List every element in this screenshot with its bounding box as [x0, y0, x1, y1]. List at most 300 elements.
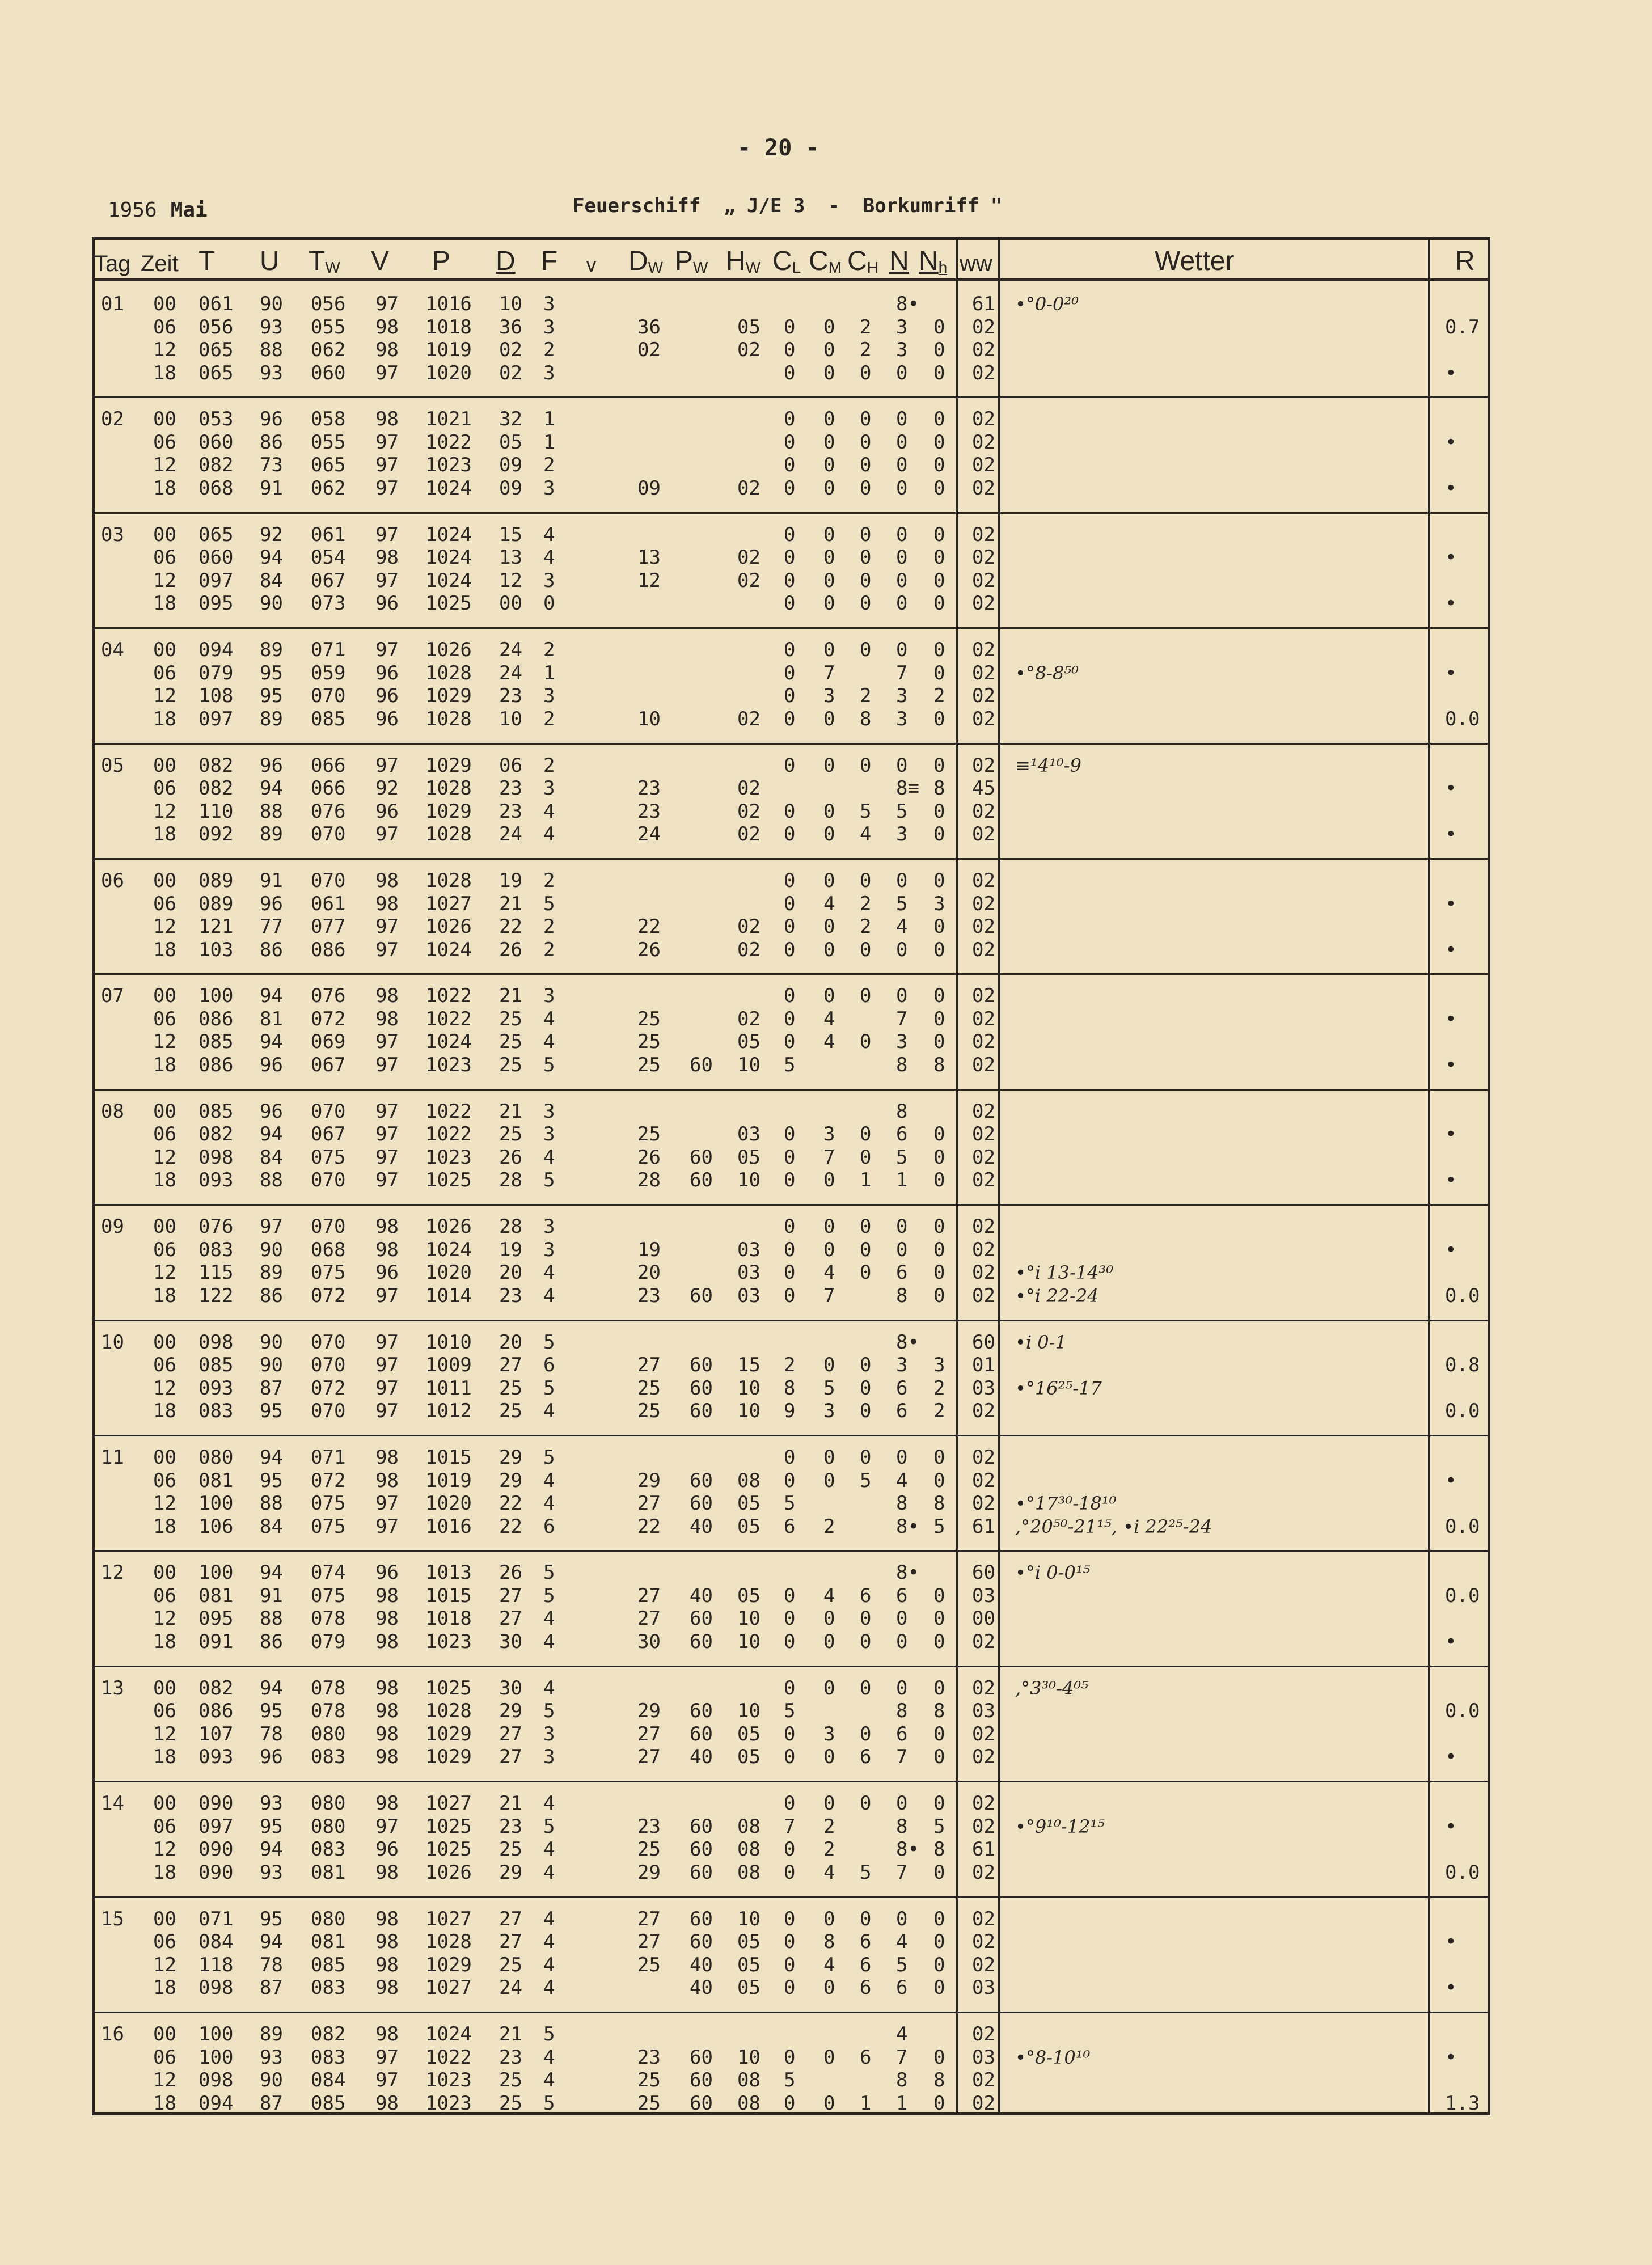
visibility-cell: 98	[375, 315, 399, 339]
temp-cell: 065	[198, 339, 234, 361]
cloud-cover-cell: 8	[896, 1815, 908, 1838]
table-row	[92, 754, 1490, 777]
cloud-low-cell: 8	[784, 1376, 796, 1400]
humidity-cell: 86	[260, 430, 283, 454]
temp-cell: 085	[198, 1030, 234, 1054]
temp-cell: 060	[198, 430, 234, 454]
day-separator	[92, 512, 1490, 514]
cloud-cover-cell: 6	[896, 1376, 908, 1400]
table-row	[92, 1400, 1490, 1422]
pressure-cell: 1015	[425, 1446, 472, 1469]
humidity-cell: 93	[260, 1792, 283, 1815]
low-cloud-cover-cell: 0	[933, 1215, 945, 1239]
temp-cell: 091	[198, 1630, 234, 1653]
wind-force-cell: 3	[543, 1123, 555, 1146]
wave-height-cell: 10	[737, 1376, 760, 1400]
wave-direction-cell: 20	[637, 1261, 661, 1284]
pressure-cell: 1029	[425, 684, 472, 708]
precipitation-cell: 0.0	[1445, 1700, 1480, 1723]
weather-code-cell: 02	[972, 892, 995, 915]
cloud-cover-cell: 0	[896, 984, 908, 1008]
water-temp-cell: 082	[311, 2023, 346, 2046]
cloud-cover-cell: 3	[896, 823, 908, 846]
cloud-high-cell: 0	[860, 523, 872, 546]
wind-force-cell: 2	[543, 754, 555, 777]
cloud-low-cell: 0	[784, 1861, 796, 1884]
water-temp-cell: 085	[311, 1953, 346, 1976]
weather-code-cell: 02	[972, 639, 995, 662]
visibility-cell: 98	[375, 1607, 399, 1630]
cloud-cover-cell: 8	[896, 1100, 908, 1123]
cloud-mid-cell: 3	[823, 1722, 835, 1746]
low-cloud-cover-cell: 8	[933, 1053, 945, 1076]
pressure-cell: 1023	[425, 454, 472, 477]
temp-cell: 082	[198, 777, 234, 800]
wind-force-cell: 4	[543, 1261, 555, 1284]
temp-cell: 100	[198, 2046, 234, 2069]
weather-note-cell: •°i 22-24	[1015, 1284, 1099, 1307]
temp-cell: 094	[198, 639, 234, 662]
temp-cell: 100	[198, 2023, 234, 2046]
cloud-high-cell: 0	[860, 1376, 872, 1400]
cloud-high-cell: 0	[860, 984, 872, 1008]
cloud-mid-cell: 0	[823, 1907, 835, 1930]
wave-height-cell: 08	[737, 1815, 760, 1838]
wave-period-cell: 60	[690, 1354, 713, 1377]
cloud-mid-cell: 0	[823, 523, 835, 546]
cloud-cover-cell: 6	[896, 1976, 908, 2000]
zeit-cell: 18	[153, 1169, 176, 1192]
wave-height-cell: 08	[737, 1861, 760, 1884]
wind-force-cell: 4	[543, 1838, 555, 1861]
cloud-mid-cell: 0	[823, 454, 835, 477]
cloud-low-cell: 0	[784, 639, 796, 662]
wind-force-cell: 4	[543, 1930, 555, 1954]
visibility-cell: 96	[375, 1561, 399, 1584]
temp-cell: 100	[198, 984, 234, 1008]
water-temp-cell: 070	[311, 1400, 346, 1423]
table-row	[92, 708, 1490, 730]
visibility-cell: 97	[375, 754, 399, 777]
cloud-mid-cell: 0	[823, 1676, 835, 1700]
table-row	[92, 1976, 1490, 1999]
cloud-cover-cell: 7	[896, 661, 908, 684]
cloud-cover-cell: 0	[896, 546, 908, 569]
table-row	[92, 800, 1490, 823]
weather-code-cell: 02	[972, 569, 995, 592]
humidity-cell: 88	[260, 1607, 283, 1630]
weather-code-cell: 02	[972, 1930, 995, 1954]
low-cloud-cover-cell: 0	[933, 1123, 945, 1146]
wave-height-cell: 02	[737, 800, 760, 823]
wind-force-cell: 2	[543, 938, 555, 961]
cloud-cover-cell: 0	[896, 592, 908, 615]
temp-cell: 098	[198, 1330, 234, 1354]
pressure-cell: 1027	[425, 1907, 472, 1930]
humidity-cell: 90	[260, 592, 283, 615]
cloud-mid-cell: 8	[823, 1930, 835, 1954]
wind-direction-cell: 15	[499, 523, 522, 546]
low-cloud-cover-cell: 0	[933, 361, 945, 384]
cloud-cover-cell: 5	[896, 1146, 908, 1169]
col-header-u: U	[260, 246, 280, 276]
cloud-cover-cell: 4	[896, 1930, 908, 1954]
wind-direction-cell: 32	[499, 408, 522, 431]
weather-code-cell: 02	[972, 1215, 995, 1239]
cloud-high-cell: 0	[860, 1446, 872, 1469]
weather-code-cell: 02	[972, 523, 995, 546]
water-temp-cell: 075	[311, 1584, 346, 1607]
precipitation-cell: •	[1445, 1976, 1457, 2000]
cloud-low-cell: 0	[784, 1907, 796, 1930]
zeit-cell: 06	[153, 2046, 176, 2069]
visibility-cell: 97	[375, 1400, 399, 1423]
wind-force-cell: 4	[543, 1630, 555, 1653]
humidity-cell: 89	[260, 639, 283, 662]
cloud-low-cell: 0	[784, 1238, 796, 1261]
cloud-cover-cell: 0	[896, 1215, 908, 1239]
cloud-cover-cell: 0	[896, 523, 908, 546]
pressure-cell: 1022	[425, 2046, 472, 2069]
cloud-mid-cell: 0	[823, 339, 835, 361]
pressure-cell: 1029	[425, 1953, 472, 1976]
cloud-low-cell: 0	[784, 892, 796, 915]
temp-cell: 082	[198, 1123, 234, 1146]
wind-force-cell: 5	[543, 1330, 555, 1354]
zeit-cell: 12	[153, 1953, 176, 1976]
zeit-cell: 06	[153, 315, 176, 339]
cloud-low-cell: 0	[784, 823, 796, 846]
wave-height-cell: 05	[737, 1492, 760, 1515]
wave-direction-cell: 29	[637, 1861, 661, 1884]
cloud-high-cell: 0	[860, 1630, 872, 1653]
day-label: 09	[101, 1215, 124, 1239]
table-row	[92, 293, 1490, 315]
zeit-cell: 12	[153, 1261, 176, 1284]
pressure-cell: 1012	[425, 1400, 472, 1423]
cloud-mid-cell: 0	[823, 430, 835, 454]
precipitation-cell: •	[1445, 1007, 1457, 1030]
pressure-cell: 1028	[425, 661, 472, 684]
water-temp-cell: 080	[311, 1722, 346, 1746]
water-temp-cell: 062	[311, 339, 346, 361]
wave-direction-cell: 12	[637, 569, 661, 592]
water-temp-cell: 058	[311, 408, 346, 431]
wave-direction-cell: 23	[637, 777, 661, 800]
cloud-low-cell: 0	[784, 1630, 796, 1653]
cloud-high-cell: 6	[860, 2046, 872, 2069]
humidity-cell: 86	[260, 1284, 283, 1307]
visibility-cell: 96	[375, 707, 399, 730]
wind-direction-cell: 25	[499, 1030, 522, 1054]
weather-code-cell: 00	[972, 1607, 995, 1630]
cloud-low-cell: 0	[784, 339, 796, 361]
precipitation-cell: •	[1445, 1053, 1457, 1076]
visibility-cell: 98	[375, 1861, 399, 1884]
col-header-f: F	[541, 246, 558, 276]
low-cloud-cover-cell: 0	[933, 639, 945, 662]
cloud-cover-cell: 0	[896, 639, 908, 662]
visibility-cell: 97	[375, 454, 399, 477]
temp-cell: 065	[198, 361, 234, 384]
cloud-mid-cell: 3	[823, 1123, 835, 1146]
humidity-cell: 94	[260, 777, 283, 800]
temp-cell: 095	[198, 592, 234, 615]
pressure-cell: 1029	[425, 1746, 472, 1769]
temp-cell: 106	[198, 1515, 234, 1538]
cloud-cover-cell: 3	[896, 315, 908, 339]
visibility-cell: 97	[375, 938, 399, 961]
cloud-low-cell: 6	[784, 1515, 796, 1538]
precipitation-cell: •	[1445, 938, 1457, 961]
cloud-mid-cell: 5	[823, 1376, 835, 1400]
weather-code-cell: 02	[972, 1861, 995, 1884]
cloud-cover-cell: 8	[896, 1700, 908, 1723]
wave-period-cell: 60	[690, 1284, 713, 1307]
cloud-mid-cell: 0	[823, 1169, 835, 1192]
wave-period-cell: 60	[690, 1169, 713, 1192]
col-header-t: T	[198, 246, 216, 276]
water-temp-cell: 070	[311, 823, 346, 846]
wave-height-cell: 02	[737, 823, 760, 846]
station-title: Feuerschiff „ J/E 3 - Borkumriff "	[573, 195, 1003, 217]
cloud-cover-cell: 6	[896, 1123, 908, 1146]
visibility-cell: 97	[375, 1492, 399, 1515]
year: 1956	[108, 198, 157, 222]
wave-height-cell: 02	[737, 707, 760, 730]
water-temp-cell: 070	[311, 1100, 346, 1123]
zeit-cell: 18	[153, 1630, 176, 1653]
precipitation-cell: 0.0	[1445, 1515, 1480, 1538]
zeit-cell: 18	[153, 707, 176, 730]
pressure-cell: 1019	[425, 1469, 472, 1492]
humidity-cell: 93	[260, 2046, 283, 2069]
visibility-cell: 98	[375, 408, 399, 431]
wave-height-cell: 02	[737, 476, 760, 500]
zeit-cell: 00	[153, 984, 176, 1008]
wind-direction-cell: 25	[499, 1123, 522, 1146]
zeit-cell: 18	[153, 1053, 176, 1076]
wave-direction-cell: 30	[637, 1630, 661, 1653]
cloud-mid-cell: 0	[823, 2091, 835, 2115]
col-header-ch: C $_H$	[847, 246, 878, 276]
cloud-cover-cell: 5	[896, 800, 908, 823]
cloud-low-cell: 0	[784, 408, 796, 431]
water-temp-cell: 078	[311, 1607, 346, 1630]
table-row	[92, 662, 1490, 684]
humidity-cell: 96	[260, 1746, 283, 1769]
visibility-cell: 96	[375, 684, 399, 708]
cloud-mid-cell: 0	[823, 1792, 835, 1815]
pressure-cell: 1021	[425, 408, 472, 431]
wind-direction-cell: 26	[499, 1146, 522, 1169]
cloud-high-cell: 8	[860, 707, 872, 730]
wave-height-cell: 05	[737, 1030, 760, 1054]
pressure-cell: 1026	[425, 639, 472, 662]
wave-direction-cell: 13	[637, 546, 661, 569]
cloud-high-cell: 0	[860, 1722, 872, 1746]
visibility-cell: 98	[375, 869, 399, 892]
low-cloud-cover-cell: 0	[933, 1238, 945, 1261]
water-temp-cell: 066	[311, 777, 346, 800]
cloud-cover-cell: 4	[896, 915, 908, 938]
cloud-mid-cell: 0	[823, 2046, 835, 2069]
humidity-cell: 89	[260, 707, 283, 730]
temp-cell: 086	[198, 1053, 234, 1076]
temp-cell: 068	[198, 476, 234, 500]
zeit-cell: 18	[153, 1976, 176, 2000]
water-temp-cell: 078	[311, 1676, 346, 1700]
zeit-cell: 06	[153, 661, 176, 684]
wind-force-cell: 6	[543, 1515, 555, 1538]
pressure-cell: 1024	[425, 938, 472, 961]
table-row	[92, 1930, 1490, 1953]
humidity-cell: 86	[260, 938, 283, 961]
wave-direction-cell: 25	[637, 1838, 661, 1861]
wave-direction-cell: 28	[637, 1169, 661, 1192]
cloud-cover-cell: 3	[896, 339, 908, 361]
low-cloud-cover-cell: 0	[933, 707, 945, 730]
visibility-cell: 97	[375, 523, 399, 546]
wave-period-cell: 60	[690, 1815, 713, 1838]
pressure-cell: 1024	[425, 546, 472, 569]
pressure-cell: 1028	[425, 869, 472, 892]
water-temp-cell: 059	[311, 661, 346, 684]
water-temp-cell: 083	[311, 1976, 346, 2000]
visibility-cell: 96	[375, 1261, 399, 1284]
cloud-low-cell: 0	[784, 1792, 796, 1815]
weather-code-cell: 60	[972, 1330, 995, 1354]
wave-direction-cell: 25	[637, 2069, 661, 2091]
weather-note-cell: •°8-8⁵⁰	[1015, 662, 1079, 684]
wave-direction-cell: 23	[637, 800, 661, 823]
water-temp-cell: 080	[311, 1907, 346, 1930]
precipitation-cell: •	[1445, 1238, 1457, 1261]
pressure-cell: 1024	[425, 2023, 472, 2046]
cloud-cover-cell: 0	[896, 754, 908, 777]
temp-cell: 090	[198, 1792, 234, 1815]
wind-force-cell: 5	[543, 1053, 555, 1076]
zeit-cell: 06	[153, 1930, 176, 1954]
water-temp-cell: 075	[311, 1515, 346, 1538]
wind-direction-cell: 22	[499, 915, 522, 938]
pressure-cell: 1026	[425, 915, 472, 938]
zeit-cell: 12	[153, 1838, 176, 1861]
temp-cell: 053	[198, 408, 234, 431]
wave-height-cell: 10	[737, 1607, 760, 1630]
low-cloud-cover-cell: 0	[933, 1976, 945, 2000]
humidity-cell: 94	[260, 546, 283, 569]
wave-height-cell: 03	[737, 1238, 760, 1261]
wave-direction-cell: 29	[637, 1469, 661, 1492]
wind-direction-cell: 25	[499, 1376, 522, 1400]
wind-direction-cell: 25	[499, 1007, 522, 1030]
wave-direction-cell: 23	[637, 1815, 661, 1838]
pressure-cell: 1026	[425, 1861, 472, 1884]
weather-code-cell: 03	[972, 1976, 995, 2000]
wave-period-cell: 60	[690, 1400, 713, 1423]
low-cloud-cover-cell: 0	[933, 661, 945, 684]
water-temp-cell: 075	[311, 1146, 346, 1169]
wind-direction-cell: 25	[499, 2069, 522, 2091]
wind-direction-cell: 30	[499, 1630, 522, 1653]
zeit-cell: 00	[153, 754, 176, 777]
low-cloud-cover-cell: 0	[933, 915, 945, 938]
humidity-cell: 94	[260, 1676, 283, 1700]
visibility-cell: 97	[375, 639, 399, 662]
cloud-high-cell: 0	[860, 1907, 872, 1930]
table-row	[92, 362, 1490, 384]
visibility-cell: 98	[375, 1953, 399, 1976]
cloud-mid-cell: 3	[823, 684, 835, 708]
wind-force-cell: 1	[543, 430, 555, 454]
wave-height-cell: 05	[737, 315, 760, 339]
weather-note-cell: •i 0-1	[1015, 1331, 1067, 1353]
low-cloud-cover-cell: 0	[933, 569, 945, 592]
water-temp-cell: 070	[311, 1169, 346, 1192]
cloud-mid-cell: 4	[823, 1953, 835, 1976]
cloud-cover-cell: 3	[896, 1030, 908, 1054]
wave-direction-cell: 27	[637, 1930, 661, 1954]
humidity-cell: 90	[260, 1354, 283, 1377]
wind-force-cell: 5	[543, 2023, 555, 2046]
cloud-cover-cell: 7	[896, 1861, 908, 1884]
wave-height-cell: 08	[737, 1469, 760, 1492]
humidity-cell: 87	[260, 1976, 283, 2000]
low-cloud-cover-cell: 0	[933, 1146, 945, 1169]
cloud-mid-cell: 0	[823, 639, 835, 662]
low-cloud-cover-cell: 0	[933, 1607, 945, 1630]
wave-period-cell: 60	[690, 1722, 713, 1746]
table-row	[92, 1054, 1490, 1076]
cloud-mid-cell: 0	[823, 1215, 835, 1239]
wave-height-cell: 02	[737, 569, 760, 592]
humidity-cell: 92	[260, 523, 283, 546]
wind-force-cell: 2	[543, 707, 555, 730]
wave-period-cell: 60	[690, 1861, 713, 1884]
cloud-mid-cell: 0	[823, 1746, 835, 1769]
low-cloud-cover-cell: 0	[933, 592, 945, 615]
wind-direction-cell: 19	[499, 869, 522, 892]
wind-force-cell: 6	[543, 1354, 555, 1377]
temp-cell: 121	[198, 915, 234, 938]
water-temp-cell: 075	[311, 1492, 346, 1515]
cloud-high-cell: 0	[860, 476, 872, 500]
wave-direction-cell: 36	[637, 315, 661, 339]
low-cloud-cover-cell: 8	[933, 2069, 945, 2091]
low-cloud-cover-cell: 0	[933, 1907, 945, 1930]
weather-code-cell: 02	[972, 1492, 995, 1515]
visibility-cell: 98	[375, 1630, 399, 1653]
wave-period-cell: 60	[690, 1607, 713, 1630]
col-header-p: P	[432, 246, 451, 276]
weather-note-cell: •°0-0²⁰	[1015, 293, 1079, 315]
table-row	[92, 2046, 1490, 2069]
precipitation-cell: 0.0	[1445, 707, 1480, 730]
water-temp-cell: 073	[311, 592, 346, 615]
table-row	[92, 477, 1490, 500]
cloud-low-cell: 5	[784, 1053, 796, 1076]
table-row	[92, 2023, 1490, 2046]
low-cloud-cover-cell: 0	[933, 476, 945, 500]
low-cloud-cover-cell: 2	[933, 1376, 945, 1400]
zeit-cell: 00	[153, 1561, 176, 1584]
wave-period-cell: 60	[690, 1700, 713, 1723]
day-separator	[92, 1435, 1490, 1436]
wind-direction-cell: 21	[499, 1792, 522, 1815]
cloud-high-cell: 0	[860, 1400, 872, 1423]
wind-force-cell: 2	[543, 339, 555, 361]
